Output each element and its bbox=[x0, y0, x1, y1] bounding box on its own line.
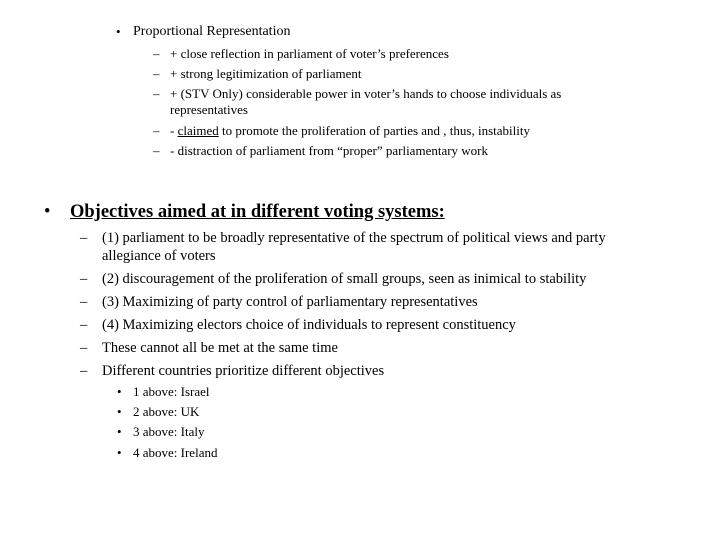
objectives-heading: Objectives aimed at in different voting systems: bbox=[70, 202, 445, 222]
country-bullet-3: • bbox=[117, 424, 122, 439]
pr-item-dash-2: – bbox=[153, 66, 160, 81]
objective-dash-1: – bbox=[80, 230, 88, 246]
country-bullet-1: • bbox=[117, 384, 122, 399]
objective-5: These cannot all be met at the same time bbox=[102, 340, 338, 356]
pr-item-dash-1: – bbox=[153, 46, 160, 61]
country-item-4: 4 above: Ireland bbox=[133, 445, 218, 460]
objective-dash-2: – bbox=[80, 271, 88, 287]
pr-item-5: - distraction of parliament from “proper” parliamentary work bbox=[170, 143, 489, 158]
country-item-1: 1 above: Israel bbox=[133, 384, 210, 399]
objective-1-cont: allegiance of voters bbox=[102, 248, 216, 264]
pr-item-4-claimed: claimed bbox=[177, 123, 219, 138]
pr-item-4-prefix: - bbox=[170, 123, 175, 138]
top-bullet-symbol: • bbox=[116, 24, 121, 39]
objective-dash-3: – bbox=[80, 294, 88, 310]
objective-4: (4) Maximizing electors choice of individuals to represent constituency bbox=[102, 317, 516, 333]
main-bullet-symbol: • bbox=[44, 202, 51, 222]
objective-dash-4: – bbox=[80, 317, 88, 333]
objective-2: (2) discouragement of the proliferation of small groups, seen as inimical to stability bbox=[102, 271, 587, 287]
country-bullet-4: • bbox=[117, 445, 122, 460]
pr-item-4-rest: to promote the proliferation of parties and , thus, instability bbox=[222, 123, 530, 138]
objective-dash-6: – bbox=[80, 363, 88, 379]
pr-item-dash-4: – bbox=[153, 123, 160, 138]
objective-6: Different countries prioritize different objectives bbox=[102, 363, 385, 379]
pr-item-3-cont: representatives bbox=[170, 102, 248, 117]
country-bullet-2: • bbox=[117, 404, 122, 419]
pr-item-2: + strong legitimization of parliament bbox=[170, 66, 362, 81]
objective-3: (3) Maximizing of party control of parliamentary representatives bbox=[102, 294, 478, 310]
country-item-3: 3 above: Italy bbox=[133, 424, 205, 439]
pr-item-4 bbox=[170, 121, 530, 141]
pr-item-dash-3: – bbox=[153, 86, 160, 101]
pr-item-3: + (STV Only) considerable power in voter’s hands to choose individuals as bbox=[170, 86, 562, 101]
country-item-2: 2 above: UK bbox=[133, 404, 200, 419]
pr-heading: Proportional Representation bbox=[133, 24, 291, 39]
objective-1: (1) parliament to be broadly representative of the spectrum of political views and party bbox=[102, 230, 606, 246]
objective-dash-5: – bbox=[80, 340, 88, 356]
pr-item-dash-5: – bbox=[153, 143, 160, 158]
pr-item-1: + close reflection in parliament of voter’s preferences bbox=[170, 46, 449, 61]
